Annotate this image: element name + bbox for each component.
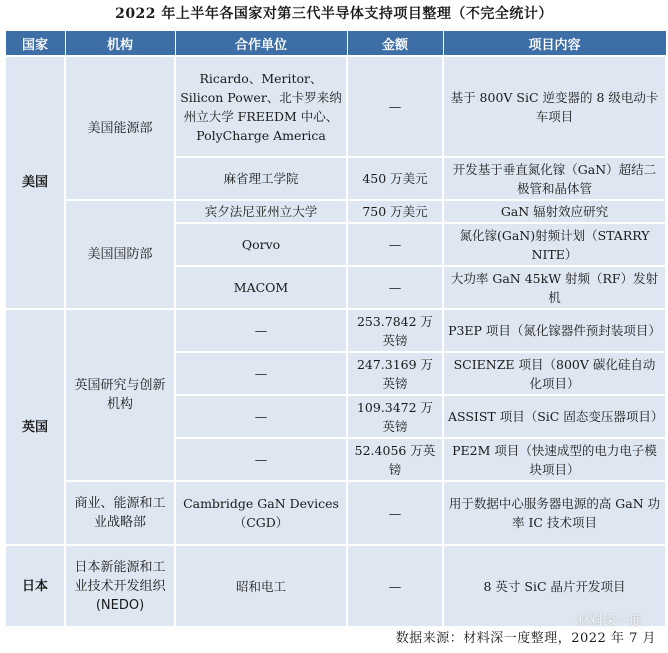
header-org: 机构 <box>65 31 175 57</box>
amount-cell: 247.3169 万英镑 <box>347 352 443 395</box>
partner-cell: 麻省理工学院 <box>175 157 347 200</box>
content-cell: ASSIST 项目（SiC 固态变压器项目） <box>443 395 666 438</box>
country-cell-uk: 英国 <box>5 309 65 545</box>
table-row <box>5 309 666 352</box>
table-row <box>5 481 666 545</box>
partner-cell: Cambridge GaN Devices（CGD） <box>175 481 347 545</box>
table-row <box>5 56 666 157</box>
partner-cell: 昭和电工 <box>175 545 347 627</box>
table-title: 2022 年上半年各国家对第三代半导体支持项目整理（不完全统计） <box>115 6 553 22</box>
partner-cell: MACOM <box>175 266 347 309</box>
content-cell: 用于数据中心服务器电源的高 GaN 功率 IC 技术项目 <box>443 481 666 545</box>
amount-cell: — <box>347 266 443 309</box>
amount-cell: 253.7842 万英镑 <box>347 309 443 352</box>
header-partner: 合作单位 <box>175 31 347 57</box>
country-cell-us: 美国 <box>5 56 65 309</box>
header-amount: 金额 <box>347 31 443 57</box>
partner-cell: Ricardo、Meritor、Silicon Power、北卡罗来纳州立大学 FREEDM 中心、PolyCharge America <box>175 56 347 157</box>
source-note: 数据来源：材料深一度整理，2022 年 7 月 <box>395 631 656 646</box>
content-cell: GaN 辐射效应研究 <box>443 200 666 223</box>
org-cell-nedo: 日本新能源和工业技术开发组织(NEDO) <box>65 545 175 627</box>
org-cell-dod: 美国国防部 <box>65 200 175 309</box>
partner-cell: — <box>175 438 347 481</box>
table-row <box>5 200 666 223</box>
partner-cell: Qorvo <box>175 223 347 266</box>
org-cell-beis: 商业、能源和工业战略部 <box>65 481 175 545</box>
amount-cell: — <box>347 223 443 266</box>
table-row <box>5 545 666 627</box>
watermark-logo: 材料深一度 <box>576 614 642 629</box>
content-cell: 大功率 GaN 45kW 射频（RF）发射机 <box>443 266 666 309</box>
amount-cell: 109.3472 万英镑 <box>347 395 443 438</box>
partner-cell: — <box>175 309 347 352</box>
partner-cell: — <box>175 395 347 438</box>
amount-cell: 52.4056 万英镑 <box>347 438 443 481</box>
content-cell: 氮化镓(GaN)射频计划（STARRY NITE） <box>443 223 666 266</box>
content-cell: 开发基于垂直氮化镓（GaN）超结二极管和晶体管 <box>443 157 666 200</box>
partner-cell: 宾夕法尼亚州立大学 <box>175 200 347 223</box>
amount-cell: — <box>347 481 443 545</box>
org-cell-ukri: 英国研究与创新机构 <box>65 309 175 481</box>
content-cell: 8 英寸 SiC 晶片开发项目 <box>443 545 666 627</box>
org-cell-doe: 美国能源部 <box>65 56 175 200</box>
content-cell: PE2M 项目（快速成型的电力电子模块项目） <box>443 438 666 481</box>
amount-cell: 450 万美元 <box>347 157 443 200</box>
amount-cell: — <box>347 545 443 627</box>
content-cell: P3EP 项目（氮化镓器件预封装项目） <box>443 309 666 352</box>
header-content: 项目内容 <box>443 31 666 57</box>
header-country: 国家 <box>5 31 65 57</box>
amount-cell: 750 万美元 <box>347 200 443 223</box>
partner-cell: — <box>175 352 347 395</box>
amount-cell: — <box>347 56 443 157</box>
content-cell: 基于 800V SiC 逆变器的 8 级电动卡车项目 <box>443 56 666 157</box>
header-row <box>5 31 666 57</box>
content-cell: SCIENZE 项目（800V 碳化硅自动化项目） <box>443 352 666 395</box>
country-cell-jp: 日本 <box>5 545 65 627</box>
support-projects-table <box>4 30 667 628</box>
